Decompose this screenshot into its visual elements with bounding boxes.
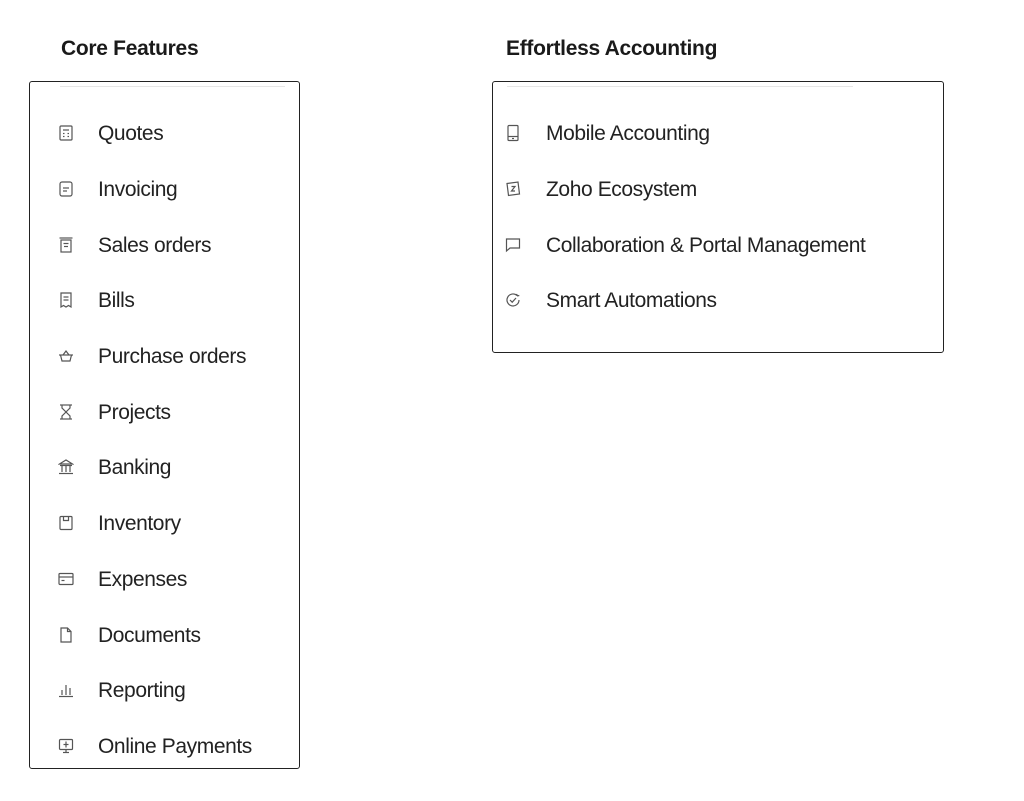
menu-item-label: Zoho Ecosystem xyxy=(546,178,697,202)
box-icon xyxy=(58,514,74,532)
card-icon xyxy=(58,570,74,588)
panel-divider xyxy=(507,86,853,87)
menu-item-label: Invoicing xyxy=(98,178,178,202)
menu-item-label: Purchase orders xyxy=(98,345,247,369)
quote-icon xyxy=(58,124,74,142)
menu-item-online-payments[interactable] xyxy=(58,719,252,775)
menu-item-label: Smart Automations xyxy=(546,289,717,313)
menu-item-zoho-ecosystem[interactable] xyxy=(505,162,866,218)
menu-item-bills[interactable] xyxy=(58,273,252,329)
core-features-panel xyxy=(29,81,300,769)
menu-item-invoicing[interactable] xyxy=(58,162,252,218)
menu-item-sales-orders[interactable] xyxy=(58,217,252,273)
menu-item-label: Sales orders xyxy=(98,233,212,257)
menu-item-label: Online Payments xyxy=(98,734,252,758)
menu-item-label: Documents xyxy=(98,623,201,647)
menu-item-label: Bills xyxy=(98,289,135,313)
effortless-accounting-heading: Effortless Accounting xyxy=(506,37,718,60)
ecosystem-icon xyxy=(505,180,521,198)
check-gear-icon xyxy=(505,291,521,309)
core-features-list xyxy=(58,106,252,774)
hourglass-icon xyxy=(58,403,74,421)
menu-item-smart-automations[interactable] xyxy=(505,273,866,329)
bill-icon xyxy=(58,291,74,309)
menu-item-banking[interactable] xyxy=(58,440,252,496)
menu-item-projects[interactable] xyxy=(58,384,252,440)
menu-item-label: Inventory xyxy=(98,512,181,536)
document-icon xyxy=(58,626,74,644)
chat-bubble-icon xyxy=(505,236,521,254)
menu-item-documents[interactable] xyxy=(58,607,252,663)
menu-item-expenses[interactable] xyxy=(58,552,252,608)
effortless-accounting-panel xyxy=(492,81,944,353)
bank-icon xyxy=(58,458,74,476)
menu-item-mobile-accounting[interactable] xyxy=(505,106,866,162)
payment-screen-icon xyxy=(58,737,74,755)
menu-item-label: Banking xyxy=(98,456,172,480)
menu-item-collaboration-portal[interactable] xyxy=(505,217,866,273)
menu-item-quotes[interactable] xyxy=(58,106,252,162)
mobile-icon xyxy=(505,124,521,142)
menu-item-label: Reporting xyxy=(98,679,186,703)
invoice-icon xyxy=(58,180,74,198)
menu-item-purchase-orders[interactable] xyxy=(58,329,252,385)
menu-item-label: Projects xyxy=(98,400,171,424)
basket-icon xyxy=(58,347,74,365)
menu-item-inventory[interactable] xyxy=(58,496,252,552)
panel-divider xyxy=(60,86,285,87)
effortless-accounting-list xyxy=(505,106,866,329)
bar-chart-icon xyxy=(58,681,74,699)
menu-item-label: Expenses xyxy=(98,567,188,591)
menu-item-label: Mobile Accounting xyxy=(546,122,710,146)
menu-item-label: Quotes xyxy=(98,122,164,146)
menu-item-reporting[interactable] xyxy=(58,663,252,719)
core-features-heading: Core Features xyxy=(61,37,199,60)
menu-item-label: Collaboration & Portal Management xyxy=(546,233,866,257)
sales-order-icon xyxy=(58,236,74,254)
